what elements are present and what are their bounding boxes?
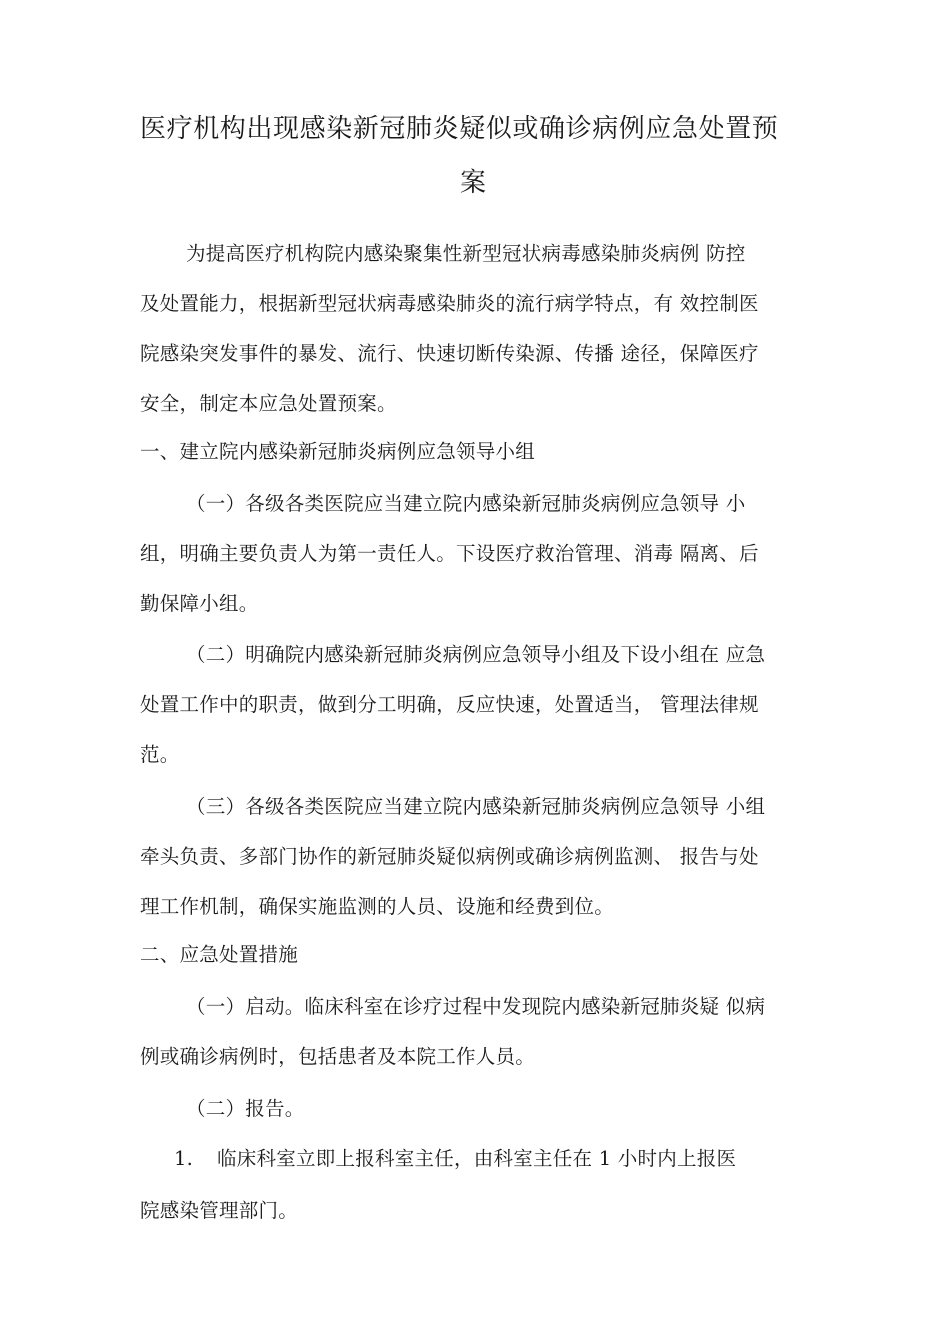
intro-line-1: 为提高医疗机构院内感染聚集性新型冠状病毒感染肺炎病例 防控 xyxy=(186,242,746,265)
list-item-continuation: 院感染管理部门。 xyxy=(140,1199,299,1222)
section-1-item-2-line-2: 处置工作中的职责，做到分工明确，反应快速，处置适当， 管理法律规 xyxy=(140,693,759,716)
section-1-item-2-line-3: 范。 xyxy=(140,743,180,766)
document-title-line-2: 案 xyxy=(460,168,487,198)
section-1-heading: 一、建立院内感染新冠肺炎病例应急领导小组 xyxy=(140,440,536,463)
section-1-item-2-line-1: （二）明确院内感染新冠肺炎病例应急领导小组及下设小组在 应急 xyxy=(186,643,766,666)
intro-line-2: 及处置能力，根据新型冠状病毒感染肺炎的流行病学特点，有 效控制医 xyxy=(140,292,759,315)
intro-line-4: 安全，制定本应急处置预案。 xyxy=(140,392,397,415)
section-2-item-1-line-1: （一）启动。临床科室在诊疗过程中发现院内感染新冠肺炎疑 似病 xyxy=(186,995,766,1018)
section-1-item-1-line-3: 勤保障小组。 xyxy=(140,592,259,615)
list-item-number: 1. xyxy=(174,1147,194,1170)
section-1-item-1-line-1: （一）各级各类医院应当建立院内感染新冠肺炎病例应急领导 小 xyxy=(186,492,746,515)
document-title-line-1: 医疗机构出现感染新冠肺炎疑似或确诊病例应急处置预 xyxy=(140,114,779,144)
intro-line-3: 院感染突发事件的暴发、流行、快速切断传染源、传播 途径，保障医疗 xyxy=(140,342,759,365)
section-2-item-1-line-2: 例或确诊病例时，包括患者及本院工作人员。 xyxy=(140,1045,536,1068)
section-1-item-3-line-3: 理工作机制，确保实施监测的人员、设施和经费到位。 xyxy=(140,895,615,918)
section-1-item-1-line-2: 组，明确主要负责人为第一责任人。下设医疗救治管理、消毒 隔离、后 xyxy=(140,542,759,565)
section-2-heading: 二、应急处置措施 xyxy=(140,943,299,966)
section-2-item-2: （二）报告。 xyxy=(186,1097,305,1120)
section-1-item-3-line-2: 牵头负责、多部门协作的新冠肺炎疑似病例或确诊病例监测、 报告与处 xyxy=(140,845,759,868)
section-1-item-3-line-1: （三）各级各类医院应当建立院内感染新冠肺炎病例应急领导 小组 xyxy=(186,795,766,818)
list-item-text: 临床科室立即上报科室主任，由科室主任在 1 小时内上报医 xyxy=(217,1147,737,1170)
